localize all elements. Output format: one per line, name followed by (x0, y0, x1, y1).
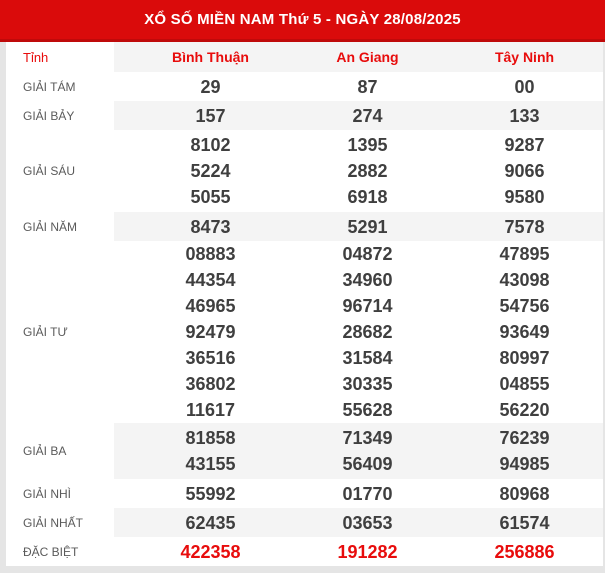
prize-number: 9580 (504, 187, 545, 207)
province-column-0 (132, 537, 289, 566)
prize-number: 04855 (499, 374, 550, 394)
prize-rows (6, 72, 603, 566)
prize-number: 08883 (185, 244, 236, 264)
prize-number: 191282 (337, 541, 398, 562)
prize-number: 96714 (342, 296, 393, 316)
province-column-2 (446, 423, 603, 479)
province-column-1 (289, 423, 446, 479)
prize-label: GIẢI NĂM (6, 212, 114, 241)
prize-number: 00 (514, 76, 535, 97)
page-title: XỔ SỐ MIỀN NAM Thứ 5 - NGÀY 28/08/2025 (0, 0, 605, 42)
prize-number: 56409 (342, 454, 393, 474)
prize-number: 03653 (342, 512, 393, 533)
prize-row-4 (6, 241, 603, 423)
prize-label: GIẢI SÁU (6, 130, 114, 212)
prize-number: 1395 (347, 135, 388, 155)
prize-number: 46965 (185, 296, 236, 316)
prize-number: 9287 (504, 135, 545, 155)
province-column-2 (446, 241, 603, 423)
prize-row-2 (6, 130, 603, 212)
province-column-0 (132, 479, 289, 508)
prize-number: 34960 (342, 270, 393, 290)
prize-number: 43098 (499, 270, 550, 290)
prize-number: 55992 (185, 483, 236, 504)
prize-number: 80968 (499, 483, 550, 504)
prize-label: GIẢI NHÌ (6, 479, 114, 508)
prize-label: GIẢI BẢY (6, 101, 114, 130)
prize-label: GIẢI TƯ (6, 241, 114, 423)
province-column-1 (289, 479, 446, 508)
prize-number: 5224 (190, 161, 231, 181)
prize-number: 87 (357, 76, 378, 97)
prize-number: 7578 (504, 216, 545, 237)
prize-number: 256886 (494, 541, 555, 562)
prize-number: 422358 (180, 541, 241, 562)
prize-values (114, 101, 603, 130)
prize-label: GIẢI NHẤT (6, 508, 114, 537)
prize-number: 61574 (499, 512, 550, 533)
province-header-2: Tây Ninh (494, 49, 555, 65)
prize-number: 44354 (185, 270, 236, 290)
prize-number: 80997 (499, 348, 550, 368)
province-column-2 (446, 72, 603, 101)
prize-number: 8473 (190, 216, 231, 237)
prize-number: 9066 (504, 161, 545, 181)
prize-values (114, 212, 603, 241)
province-column-2 (446, 479, 603, 508)
prize-number: 55628 (342, 400, 393, 420)
province-column-1 (289, 72, 446, 101)
prize-number: 11617 (185, 400, 236, 420)
province-column-2 (446, 537, 603, 566)
prize-number: 274 (352, 105, 383, 126)
prize-row-1 (6, 101, 603, 130)
prize-row-5 (6, 423, 603, 479)
prize-number: 81858 (185, 428, 236, 448)
province-column-1 (289, 212, 446, 241)
prize-number: 04872 (342, 244, 393, 264)
prize-label: GIẢI BA (6, 423, 114, 479)
prize-number: 5055 (190, 187, 231, 207)
province-column-2 (446, 212, 603, 241)
prize-number: 29 (200, 76, 221, 97)
province-header-1: An Giang (336, 49, 399, 65)
prize-values (114, 479, 603, 508)
province-column-1 (289, 101, 446, 130)
prize-number: 54756 (499, 296, 550, 316)
province-column-0 (132, 130, 289, 212)
prize-row-8 (6, 537, 603, 566)
prize-values (114, 72, 603, 101)
province-column-1 (289, 537, 446, 566)
province-column-1 (289, 508, 446, 537)
prize-number: 43155 (185, 454, 236, 474)
prize-row-7 (6, 508, 603, 537)
prize-number: 157 (195, 105, 226, 126)
prize-label: ĐẶC BIỆT (6, 537, 114, 566)
prize-values (114, 537, 603, 566)
prize-row-3 (6, 212, 603, 241)
province-headers (114, 42, 603, 72)
province-column-1 (289, 130, 446, 212)
prize-number: 31584 (342, 348, 393, 368)
prize-number: 92479 (185, 322, 236, 342)
prize-number: 133 (509, 105, 540, 126)
province-column-0 (132, 241, 289, 423)
province-column-1 (289, 241, 446, 423)
province-header-0: Bình Thuận (172, 49, 249, 65)
province-column-2 (446, 101, 603, 130)
prize-number: 30335 (342, 374, 393, 394)
prize-number: 28682 (342, 322, 393, 342)
prize-row-0 (6, 72, 603, 101)
prize-number: 71349 (342, 428, 393, 448)
province-column-0 (132, 101, 289, 130)
prize-number: 62435 (185, 512, 236, 533)
province-column-0 (132, 72, 289, 101)
prize-number: 36516 (185, 348, 236, 368)
province-corner-label: Tỉnh (6, 42, 114, 72)
province-column-0 (132, 423, 289, 479)
prize-number: 93649 (499, 322, 550, 342)
prize-number: 5291 (347, 216, 388, 237)
province-column-0 (132, 508, 289, 537)
prize-row-6 (6, 479, 603, 508)
prize-number: 56220 (499, 400, 550, 420)
prize-number: 2882 (347, 161, 388, 181)
prize-number: 6918 (347, 187, 388, 207)
province-column-0 (132, 212, 289, 241)
prize-values (114, 241, 603, 423)
prize-number: 47895 (499, 244, 550, 264)
prize-label: GIẢI TÁM (6, 72, 114, 101)
prize-number: 76239 (499, 428, 550, 448)
province-column-2 (446, 508, 603, 537)
prize-number: 8102 (190, 135, 231, 155)
table-header-row (6, 42, 603, 72)
prize-values (114, 130, 603, 212)
prize-number: 36802 (185, 374, 236, 394)
prize-values (114, 423, 603, 479)
prize-number: 01770 (342, 483, 393, 504)
results-table (6, 42, 603, 566)
province-column-2 (446, 130, 603, 212)
prize-values (114, 508, 603, 537)
prize-number: 94985 (499, 454, 550, 474)
